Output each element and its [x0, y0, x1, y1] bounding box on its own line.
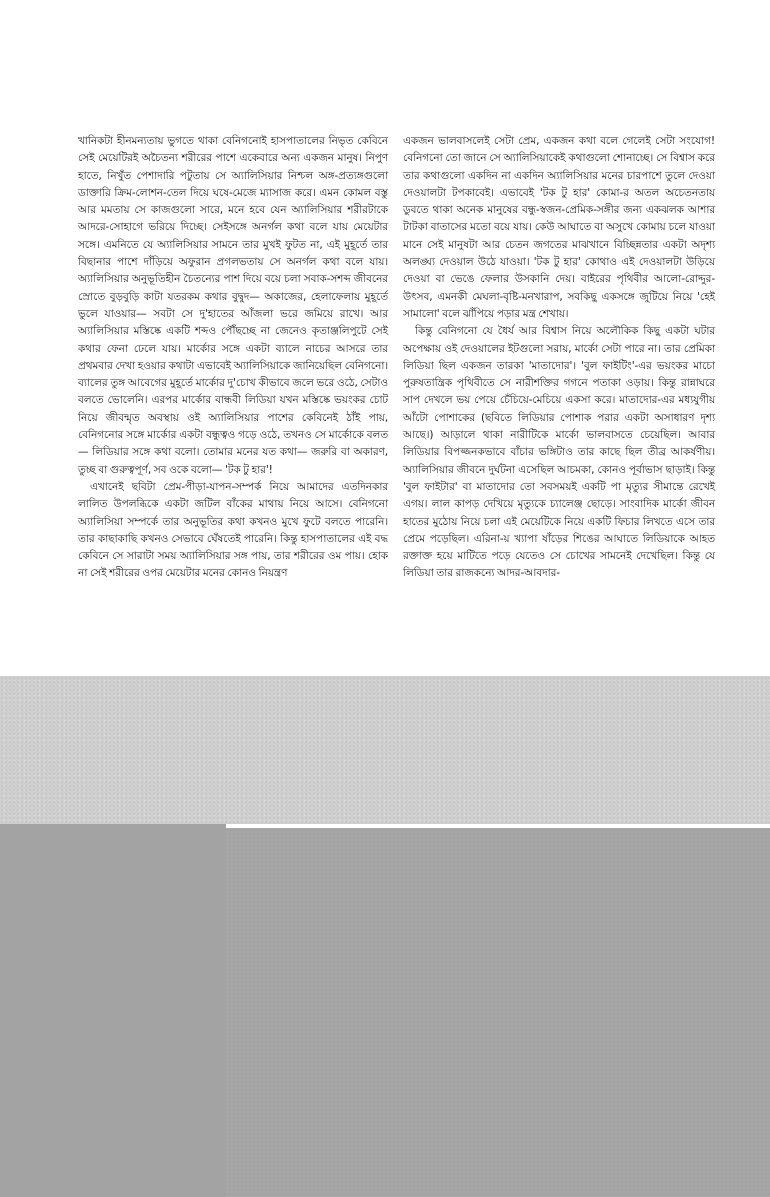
- paragraph: খানিকটা হীনমন্যতায় ভুগতে থাকা বেনিগনোই হাসপাতালের নিভৃত কেবিনে সেই মেয়েটিরই অচৈতন্য শরীরের পাশে একেবারে অন্য একজন মানুষ। নিপুণ হাতে, নিখুঁত পেশাদারি পটুতায় সে অ্যালিসিয়ার নিশ্চল অঙ্গ-প্রত্যঙ্গগুলো ডাক্তারি ক্রিম-লোশন-তেল দিয়ে ঘষে-মেজে ম্যাসাজ করে। এমন কোমল বস্তু আর মমতায় সে কাজগুলো সারে, মনে হবে যেন অ্যালিসিয়ার শরীরটাকে আদরে-সোহাগে ভরিয়ে দিচ্ছে। সেইসঙ্গে অনর্গল কথা বলে যায় মেয়েটার সঙ্গে। এমনিতে যে অ্যালিসিয়ার সামনে তার মুখই ফুটত না, এই মুহূর্তে তার বিছানার পাশে দাঁড়িয়ে অফুরান প্রগলভতায় সে অনর্গল কথা বলে যায়। অ্যালিসিয়ার অনুভূতিহীন চৈতন্যের পাশ দিয়ে বয়ে চলা সবাক-সশব্দ জীবনের স্রোতে বুড়বুড়ি কাটা যতরকম কথার বুদ্বুদ— অকাজের, হেলাফেলায় মুহূর্তে ভুলে যাওয়ার— সবটা সে দু'হাতের আঁজলা ভরে জমিয়ে রাখে। আর অ্যালিসিয়ার মস্তিষ্কে একটি শব্দও পৌঁছচ্ছে না জেনেও কৃতাঞ্জলিপুটে সেই কথার ফেনা ঢেলে যায়। মার্কোর সঙ্গে একটা ব্যালে নাচের আসরে তার প্রথমবার দেখা হওয়ার কথাটা এভাবেই অ্যালিসিয়াকে জানিয়েছিল বেনিগনো। ব্যালের তুঙ্গ আবেগের মুহূর্তে মার্কোর দু'চোখ কীভাবে জলে ভরে ওঠে, সেটাও বলতে ভোলেনি। এরপর মার্কোর বান্ধবী লিডিয়া যখন মস্তিষ্কে ভয়ংকর চোট নিয়ে জীবন্মৃত অবস্থায় ওই অ্যালিসিয়ার পাশের কেবিনেই ঠাঁই পায়, বেনিগনোর সঙ্গে মার্কোর একটা বন্ধুত্বও গড়ে ওঠে, তখনও সে মার্কোকে বলত— লিডিয়ার সঙ্গে কথা বলো। তোমার মনের যত কথা— জরুরি বা অকারণ, তুচ্ছ বা গুরুত্বপূর্ণ, সব ওকে বলো— 'টক টু হার'!: [78, 135, 388, 476]
- paragraph: কিন্তু বেনিগনো যে ধৈর্য আর বিশ্বাস নিয়ে অলৌকিক কিছু একটা ঘটার অপেক্ষায় ওই দেওয়ালের ইটগুলো সরায়, মার্কো সেটা পারে না। তার প্রেমিকা লিডিয়া ছিল একজন তারকা 'মাতাদোর'। 'বুল ফাইটিং'-এর ভয়ংকর মাচো পুরুষতান্ত্রিক পৃথিবীতে সে নারীশক্তির গগনে পতাকা ওড়ায়। কিন্তু রান্নাঘরে সাপ দেখলে ভয় পেয়ে চেঁচিয়ে-মেচিয়ে একসা করে। মাতাদোর-এর মধ্যযুগীয় আঁটো পোশাকের (ছবিতে লিডিয়ার পোশাক পরার একটা অসাধারণ দৃশ্য আছে।) আড়ালে থাকা নারীটিকে মার্কো ভালবাসতে চেয়েছিল। আবার লিডিয়ার বিপজ্জনকভাবে বাঁচার ভঙ্গিটাও তার কাছে ছিল তীব্র আকর্ষণীয়। অ্যালিসিয়ার জীবনে দুর্ঘটনা এসেছিল আচমকা, কোনও পূর্বাভাস ছাড়াই। কিন্তু 'বুল ফাইটার' বা মাতাদোর তো সবসময়ই একটি পা মৃত্যুর সীমান্তে রেখেই এগয়। লাল কাপড় দেখিয়ে মৃত্যুকে চ্যালেঞ্জ ছোড়ে। সাংবাদিক মার্কো জীবন হাতের মুঠোয় নিয়ে চলা এই মেয়েটিকে নিয়ে একটি ফিচার লিখতে এসে তার প্রেমে পড়েছিল। এরিনা-য় খ্যাপা ষাঁড়ের শিঙের আঘাতে লিডিয়াকে আহত রক্তাক্ত হয়ে মাটিতে পড়ে যেতেও সে চোখের সামনেই দেখেছিল। কিন্তু যে লিডিয়া তার রাজকন্যে আদর-আবদার-: [403, 325, 715, 580]
- scan-grey-overlay: [0, 676, 770, 824]
- article-column-left: [78, 133, 388, 583]
- scan-dark-overlay-left: [0, 824, 226, 1197]
- paragraph: একজন ভালবাসলেই সেটা প্রেম, একজন কথা বলে গেলেই সেটা সংযোগ! বেনিগনো তো জানে সে অ্যালিসিয়াকেই কথাগুলো শোনাচ্ছে। সে বিশ্বাস করে তার কথাগুলো একদিন না একদিন অ্যালিসিয়ার মনের চারপাশে তুলে দেওয়া দেওয়ালটা টপকাবেই। এভাবেই 'টক টু হার' কোমা-র অতল অচেতনতায় ডুবতে থাকা অনেক মানুষের বন্ধু-স্বজন-প্রেমিক-সঙ্গীর জন্য একঝলক আশার টাটকা বাতাসের মতো বয়ে যায়। কেউ আঘাতে বা অসুখে কোমায় চলে যাওয়া মানে সেই মানুষটা আর চেতন জগতের মাঝখানে বিচ্ছিন্নতার একটা অদৃশ্য অলঙ্ঘ্য দেওয়াল উঠে যাওয়া। 'টক টু হার' কোথাও এই দেওয়ালটা উড়িয়ে দেওয়া বা ভেঙে ফেলার উসকানি দেয়। বাইরের পৃথিবীর আলো-রোদ্দুর-উৎসব, এমনকী মেঘলা-বৃষ্টি-মনখারাপ, সবকিছু একসঙ্গে জুটিয়ে নিয়ে 'হেই সামালো' বলে ঝাঁপিয়ে পড়ার মন্ত্র শেখায়।: [403, 135, 715, 320]
- paragraph: এখানেই ছবিটা প্রেম-পীড়া-যাপন-সম্পর্ক নিয়ে আমাদের এতদিনকার লালিত উপলব্ধিকে একটা জটিল বাঁকের মাথায় নিয়ে আসে। বেনিগনো অ্যালিসিয়া সম্পর্কে তার অনুভূতির কথা কখনও মুখে ফুটে বলতে পারেনি। তার কাছাকাছি কখনও সেভাবে ঘেঁষতেই পারেনি। কিন্তু হাসপাতালের এই বদ্ধ কেবিনে সে সারাটা সময় অ্যালিসিয়ার সঙ্গ পায়, তার শরীরের ওম পায়। হোক না সেই শরীরের ওপর মেয়েটার মনের কোনও নিয়ন্ত্রণ: [78, 480, 388, 580]
- article-column-right: [403, 133, 715, 583]
